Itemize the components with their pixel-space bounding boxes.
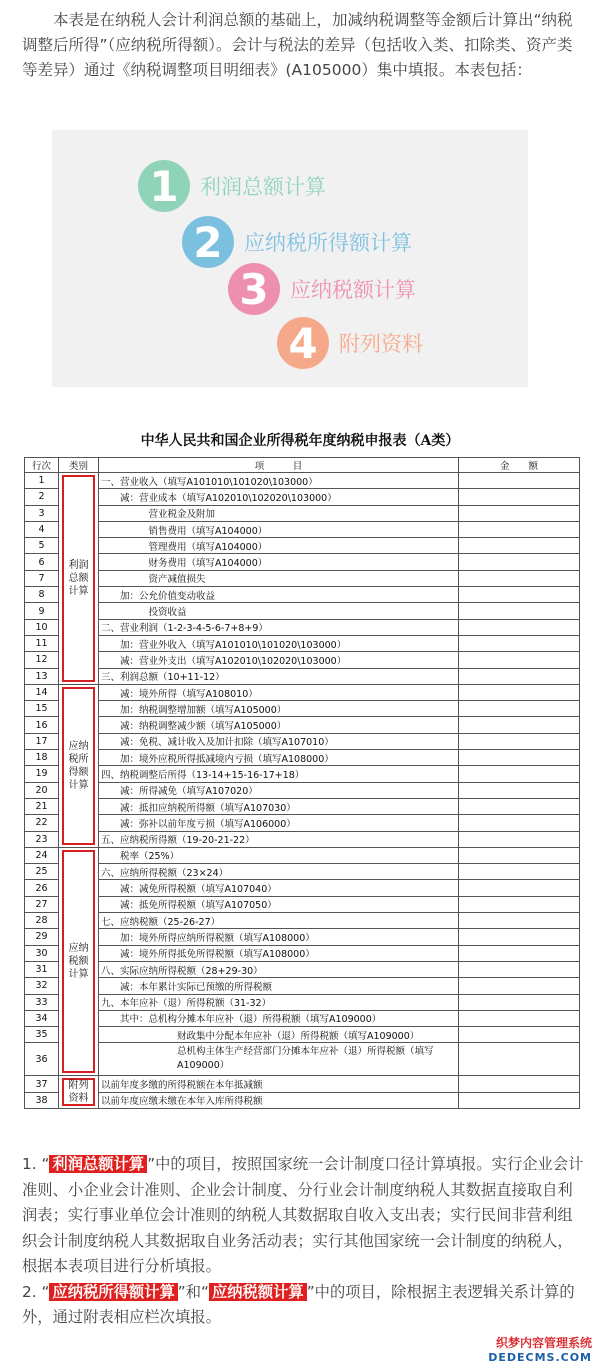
note-1 — [22, 1152, 587, 1280]
row-number: 24 — [25, 847, 59, 863]
table-row — [25, 668, 580, 684]
table-row — [25, 766, 580, 782]
row-amount[interactable] — [459, 994, 580, 1010]
row-item: 减：减免所得税额（填写A107040） — [99, 880, 459, 896]
row-amount[interactable] — [459, 570, 580, 586]
category-highlight-box — [62, 687, 95, 845]
note-2-highlight-1: 应纳税所得额计算 — [49, 1283, 177, 1301]
table-row — [25, 880, 580, 896]
row-amount[interactable] — [459, 913, 580, 929]
row-item: 加：营业外收入（填写A101010\101020\103000） — [99, 635, 459, 651]
row-item: 三、利润总额（10+11-12） — [99, 668, 459, 684]
category-label: 应纳税所得额计算 — [68, 740, 89, 791]
step-1 — [138, 160, 326, 212]
row-number: 4 — [25, 521, 59, 537]
table-row — [25, 489, 580, 505]
row-amount[interactable] — [459, 603, 580, 619]
table-row — [25, 831, 580, 847]
table-body — [25, 473, 580, 1109]
row-number: 14 — [25, 684, 59, 700]
row-item: 加：境外应税所得抵减境内亏损（填写A108000） — [99, 750, 459, 766]
table-row — [25, 815, 580, 831]
row-item: 以前年度应缴未缴在本年入库所得税额 — [99, 1092, 459, 1108]
row-amount[interactable] — [459, 587, 580, 603]
step-number: 2 — [182, 216, 234, 268]
watermark — [488, 1334, 592, 1364]
table-row — [25, 635, 580, 651]
row-item: 减：抵免所得税额（填写A107050） — [99, 896, 459, 912]
table-row — [25, 521, 580, 537]
row-number: 22 — [25, 815, 59, 831]
note-2-highlight-2: 应纳税额计算 — [209, 1283, 307, 1301]
category-cell — [59, 847, 99, 1076]
row-item: 减：免税、减计收入及加计扣除（填写A107010） — [99, 733, 459, 749]
row-amount[interactable] — [459, 929, 580, 945]
row-item: 减：营业成本（填写A102010\102020\103000） — [99, 489, 459, 505]
row-number: 37 — [25, 1076, 59, 1092]
row-number: 30 — [25, 945, 59, 961]
row-amount[interactable] — [459, 782, 580, 798]
step-label: 附列资料 — [339, 332, 423, 356]
table-row — [25, 554, 580, 570]
row-amount[interactable] — [459, 538, 580, 554]
row-amount[interactable] — [459, 505, 580, 521]
category-cell — [59, 473, 99, 685]
row-amount[interactable] — [459, 815, 580, 831]
row-item: 其中：总机构分摊本年应补（退）所得税额（填写A109000） — [99, 1010, 459, 1026]
row-item: 减：抵扣应纳税所得额（填写A107030） — [99, 798, 459, 814]
table-row — [25, 701, 580, 717]
row-amount[interactable] — [459, 978, 580, 994]
table-row — [25, 750, 580, 766]
row-item: 管理费用（填写A104000） — [99, 538, 459, 554]
row-number: 27 — [25, 896, 59, 912]
row-amount[interactable] — [459, 766, 580, 782]
row-number: 29 — [25, 929, 59, 945]
row-amount[interactable] — [459, 831, 580, 847]
row-item: 加：纳税调整增加额（填写A105000） — [99, 701, 459, 717]
row-amount[interactable] — [459, 733, 580, 749]
row-number: 7 — [25, 570, 59, 586]
note-2 — [22, 1280, 587, 1331]
row-number: 28 — [25, 913, 59, 929]
row-amount[interactable] — [459, 1027, 580, 1043]
row-number: 1 — [25, 473, 59, 489]
row-item: 销售费用（填写A104000） — [99, 521, 459, 537]
row-amount[interactable] — [459, 1010, 580, 1026]
row-number: 38 — [25, 1092, 59, 1108]
tax-form-table — [24, 457, 580, 1109]
table-row — [25, 798, 580, 814]
category-label: 利润总额计算 — [68, 559, 89, 597]
row-number: 6 — [25, 554, 59, 570]
row-item: 七、应纳税额（25-26-27） — [99, 913, 459, 929]
table-row — [25, 1027, 580, 1043]
table-row — [25, 652, 580, 668]
step-label: 利润总额计算 — [200, 175, 326, 199]
notes — [22, 1152, 587, 1331]
note-2-mid: ”和“ — [177, 1282, 209, 1301]
row-number: 32 — [25, 978, 59, 994]
table-row — [25, 913, 580, 929]
col-header-amount: 金 额 — [459, 458, 580, 473]
step-2 — [182, 216, 412, 268]
row-item: 减：所得减免（填写A107020） — [99, 782, 459, 798]
row-number: 9 — [25, 603, 59, 619]
row-number: 36 — [25, 1043, 59, 1076]
table-row — [25, 945, 580, 961]
row-number: 31 — [25, 961, 59, 977]
row-amount[interactable] — [459, 684, 580, 700]
note-2-text: ”中的项目，除根据主表逻辑关系计算的外，通过附表相应栏次填报。 — [22, 1282, 575, 1326]
table-row — [25, 603, 580, 619]
row-item: 投资收益 — [99, 603, 459, 619]
row-item: 五、应纳税所得额（19-20-21-22） — [99, 831, 459, 847]
row-amount[interactable] — [459, 668, 580, 684]
steps-graphic — [52, 130, 528, 387]
category-highlight-box — [62, 850, 95, 1074]
row-number: 5 — [25, 538, 59, 554]
table-row — [25, 1076, 580, 1092]
row-item: 减：境外所得（填写A108010） — [99, 684, 459, 700]
row-amount[interactable] — [459, 701, 580, 717]
row-amount[interactable] — [459, 880, 580, 896]
row-number: 16 — [25, 717, 59, 733]
note-1-text: ”中的项目，按照国家统一会计制度口径计算填报。实行企业会计准则、小企业会计准则、企业会计制度、分行业会计制度纳税人其数据直接取自利润表；实行事业单位会计准则的纳税人其数据取自收入支出表；实行民间非营利组织会计制度纳税人其数据取自业务活动表；实行其他国家统一会计制度的纳税人，根据本表项目进行分析填报。 — [22, 1155, 584, 1275]
row-item: 以前年度多缴的所得税额在本年抵减额 — [99, 1076, 459, 1092]
row-amount[interactable] — [459, 489, 580, 505]
table-row — [25, 1010, 580, 1026]
row-item: 减：纳税调整减少额（填写A105000） — [99, 717, 459, 733]
row-number: 12 — [25, 652, 59, 668]
row-number: 15 — [25, 701, 59, 717]
table-row — [25, 733, 580, 749]
watermark-line-1: 织梦内容管理系统 — [495, 1336, 592, 1350]
row-item: 四、纳税调整后所得（13-14+15-16-17+18） — [99, 766, 459, 782]
intro-text: 本表是在纳税人会计利润总额的基础上，加减纳税调整等金额后计算出“纳税调整后所得”（应纳税所得额）。会计与税法的差异（包括收入类、扣除类、资产类等差异）通过《纳税调整项目明细表》(A105000）集中填报。本表包括： — [22, 11, 573, 79]
watermark-line-2: DEDECMS.COM — [488, 1351, 592, 1364]
table-row — [25, 587, 580, 603]
row-number: 18 — [25, 750, 59, 766]
row-amount[interactable] — [459, 1076, 580, 1092]
row-item: 一、营业收入（填写A101010\101020\103000） — [99, 473, 459, 489]
row-item: 营业税金及附加 — [99, 505, 459, 521]
row-amount[interactable] — [459, 1092, 580, 1108]
row-number: 19 — [25, 766, 59, 782]
row-item: 加：公允价值变动收益 — [99, 587, 459, 603]
row-number: 33 — [25, 994, 59, 1010]
row-number: 17 — [25, 733, 59, 749]
table-row — [25, 896, 580, 912]
step-number: 1 — [138, 160, 190, 212]
row-amount[interactable] — [459, 635, 580, 651]
row-amount[interactable] — [459, 798, 580, 814]
row-amount[interactable] — [459, 896, 580, 912]
row-item: 减：本年累计实际已预缴的所得税额 — [99, 978, 459, 994]
table-row — [25, 717, 580, 733]
table-row — [25, 847, 580, 863]
row-item: 减：弥补以前年度亏损（填写A106000） — [99, 815, 459, 831]
table-row — [25, 994, 580, 1010]
row-amount[interactable] — [459, 864, 580, 880]
row-number: 10 — [25, 619, 59, 635]
row-number: 2 — [25, 489, 59, 505]
note-2-prefix: 2. “ — [22, 1282, 50, 1301]
row-number: 8 — [25, 587, 59, 603]
row-amount[interactable] — [459, 750, 580, 766]
row-number: 23 — [25, 831, 59, 847]
row-item: 减：境外所得抵免所得税额（填写A108000） — [99, 945, 459, 961]
step-number: 3 — [228, 263, 280, 315]
row-number: 13 — [25, 668, 59, 684]
row-amount[interactable] — [459, 554, 580, 570]
table-row — [25, 1043, 580, 1076]
step-label: 应纳税额计算 — [290, 278, 416, 302]
col-header-item: 项 目 — [99, 458, 459, 473]
row-item: 八、实际应纳所得税额（28+29-30） — [99, 961, 459, 977]
row-amount[interactable] — [459, 1043, 580, 1076]
row-number: 3 — [25, 505, 59, 521]
row-amount[interactable] — [459, 521, 580, 537]
intro-paragraph — [22, 8, 582, 83]
col-header-category: 类别 — [59, 458, 99, 473]
category-highlight-box — [62, 1078, 95, 1106]
row-item: 减：营业外支出（填写A102010\102020\103000） — [99, 652, 459, 668]
row-amount[interactable] — [459, 619, 580, 635]
table-row — [25, 864, 580, 880]
step-4 — [277, 317, 423, 369]
row-number: 11 — [25, 635, 59, 651]
category-cell — [59, 684, 99, 847]
table-row — [25, 782, 580, 798]
row-item: 六、应纳所得税额（23×24） — [99, 864, 459, 880]
row-item: 财务费用（填写A104000） — [99, 554, 459, 570]
note-1-highlight: 利润总额计算 — [49, 1155, 147, 1173]
row-amount[interactable] — [459, 961, 580, 977]
row-item: 九、本年应补（退）所得税额（31-32） — [99, 994, 459, 1010]
table-row — [25, 1092, 580, 1108]
row-item: 财政集中分配本年应补（退）所得税额（填写A109000） — [99, 1027, 459, 1043]
table-row — [25, 505, 580, 521]
table-header-row — [25, 458, 580, 473]
note-1-prefix: 1. “ — [22, 1155, 50, 1173]
table-row — [25, 619, 580, 635]
row-number: 25 — [25, 864, 59, 880]
row-amount[interactable] — [459, 473, 580, 489]
row-number: 34 — [25, 1010, 59, 1026]
row-item: 二、营业利润（1-2-3-4-5-6-7+8+9） — [99, 619, 459, 635]
row-amount[interactable] — [459, 945, 580, 961]
category-label: 应纳税额计算 — [68, 943, 89, 981]
category-label: 附列资料 — [68, 1080, 89, 1105]
table-row — [25, 684, 580, 700]
form-title: 中华人民共和国企业所得税年度纳税申报表（A类） — [140, 433, 460, 449]
row-amount[interactable] — [459, 847, 580, 863]
row-item: 加：境外所得应纳所得税额（填写A108000） — [99, 929, 459, 945]
table-row — [25, 570, 580, 586]
row-item: 资产减值损失 — [99, 570, 459, 586]
table-row — [25, 538, 580, 554]
table-row — [25, 473, 580, 489]
row-number: 21 — [25, 798, 59, 814]
row-item: 税率（25%） — [99, 847, 459, 863]
category-highlight-box — [62, 475, 95, 682]
row-amount[interactable] — [459, 717, 580, 733]
row-amount[interactable] — [459, 652, 580, 668]
row-item: 总机构主体生产经营部门分摊本年应补（退）所得税额（填写A109000） — [99, 1043, 459, 1076]
category-cell — [59, 1076, 99, 1109]
row-number: 20 — [25, 782, 59, 798]
col-header-row-no: 行次 — [25, 458, 59, 473]
step-number: 4 — [277, 317, 329, 369]
row-number: 35 — [25, 1027, 59, 1043]
step-label: 应纳税所得额计算 — [244, 231, 412, 255]
table-row — [25, 929, 580, 945]
table-row — [25, 961, 580, 977]
step-3 — [228, 263, 416, 315]
table-row — [25, 978, 580, 994]
row-number: 26 — [25, 880, 59, 896]
